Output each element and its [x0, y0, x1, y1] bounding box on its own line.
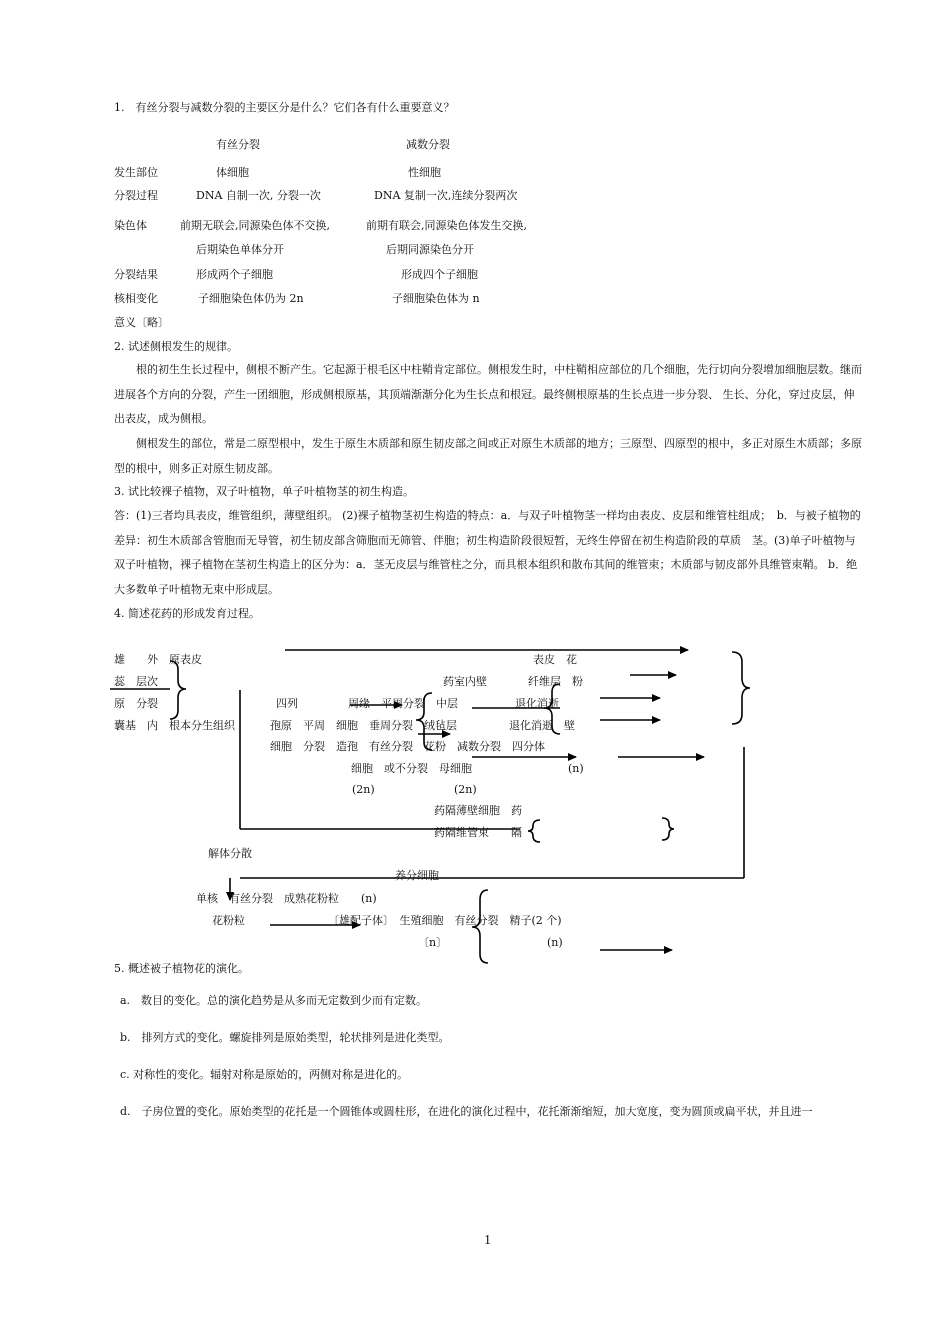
brace	[170, 661, 186, 719]
page-number: 1	[484, 1233, 491, 1248]
brace	[662, 818, 674, 840]
q2-paragraph-2-text: 侧根发生的部位，常是二原型根中，发生于原生木质部和原生韧皮部之间或正对原生木质部的地方；三原型、四原型的根中，多正对原生木质部；多原型的根中，则多正对原生韧皮部。	[114, 437, 862, 475]
q4-label: 解体分散	[208, 847, 252, 860]
q5-item: a. 数目的变化。总的演化趋势是从多而无定数到少而有定数。	[120, 994, 428, 1007]
q1-row-label: 发生部位	[114, 166, 158, 179]
q4-label: 药隔薄壁细胞 药	[434, 804, 522, 817]
q4-label: 孢原 平周 细胞 垂周分裂 绒毡层	[270, 719, 457, 732]
q4-label: (2n)	[352, 783, 375, 796]
q4-label: 退化消逝 壁	[509, 719, 575, 732]
q4-label: 药隔维管束 隔	[434, 826, 522, 839]
q4-label: 雄 外 原表皮	[114, 653, 202, 666]
q3-answer: 答：(1)三者均具表皮，维管组织，薄壁组织。 (2)裸子植物茎初生构造的特点：a．与双子叶植物茎一样均由表皮、皮层和维管柱组成； b．与被子植物的差异：初生木质部含管胞而无导管，初生韧皮部含筛胞而无筛管、伴胞；初生构造阶段很短暂，无终生停留在初生构造阶段的草质 茎。(3)单子叶植物与双子叶植物，裸子植物在茎初生构造上的区分为：a．茎无皮层与维管柱之分，而具根本组织和散布其间的维管束；木质部与韧皮部外具维管束鞘。 b．绝大多数单子叶植物无束中形成层。	[114, 509, 861, 596]
q4-label: 〔n〕	[418, 936, 448, 949]
q1-row-a: 后期染色单体分开	[196, 243, 284, 256]
q4-label: 囊基 内 根本分生组织	[114, 719, 235, 732]
q1-meaning: 意义〔略〕	[114, 316, 169, 329]
q1-col-meiosis: 减数分裂	[406, 138, 450, 151]
q1-row-a: 形成两个子细胞	[196, 268, 273, 281]
q1-row-b: 前期有联会,同源染色体发生交换,	[366, 219, 527, 232]
q4-label: 花粉粒	[212, 914, 245, 927]
q4-label: 细胞 分裂 造孢 有丝分裂 花粉 减数分裂 四分体	[270, 740, 545, 753]
q1-row-label: 染色体	[114, 219, 147, 232]
q1-row-b: 性细胞	[408, 166, 441, 179]
q1-row-label: 核相变化	[114, 292, 158, 305]
q1-row-a: 前期无联会,同源染色体不交换,	[180, 219, 330, 232]
q5-title: 5. 概述被子植物花的演化。	[114, 962, 249, 975]
q4-label: 细胞 或不分裂 母细胞	[351, 762, 472, 775]
q1-row-b: 后期同源染色分开	[386, 243, 474, 256]
q5-item: c. 对称性的变化。辐射对称是原始的，两侧对称是进化的。	[120, 1068, 409, 1081]
q4-label: 四列	[276, 697, 298, 710]
q4-label: 蕊 层次	[114, 675, 158, 688]
q3-title: 3. 试比较裸子植物，双子叶植物，单子叶植物茎的初生构造。	[114, 485, 414, 498]
q2-paragraph-1-text: 根的初生生长过程中，侧根不断产生。它起源于根毛区中柱鞘肯定部位。侧根发生时，中柱鞘相应部位的几个细胞，先行切向分裂增加细胞层数。继而进展各个方向的分裂，产生一团细胞，形成侧根原基，其顶端渐渐分化为生长点和根冠。最终侧根原基的生长点进一步分裂、 生长、分化，穿过皮层，伸出表皮，成为侧根。	[114, 363, 862, 425]
q4-label: 药室内壁	[443, 675, 487, 688]
q4-title: 4. 简述花药的形成发育过程。	[114, 607, 260, 620]
q4-label: 退化消逝	[515, 697, 559, 710]
q4-label: 周缘 平周分裂 中层	[348, 697, 458, 710]
q5-item: b. 排列方式的变化。螺旋排列是原始类型，轮状排列是进化类型。	[120, 1031, 450, 1044]
q2-title: 2. 试述侧根发生的规律。	[114, 340, 238, 353]
q4-label: (2n)	[454, 783, 477, 796]
q1-row-label: 分裂结果	[114, 268, 158, 281]
q4-label: 〔雄配子体〕 生殖细胞 有丝分裂 精子(2 个)	[328, 914, 562, 927]
q1-row-b: 子细胞染色体为 n	[392, 292, 480, 305]
q4-label: (n)	[547, 936, 563, 949]
q1-col-mitosis: 有丝分裂	[216, 138, 260, 151]
q1-row-label: 分裂过程	[114, 189, 158, 202]
q1-row-b: DNA 复制一次,连续分裂两次	[374, 189, 518, 202]
brace	[732, 652, 750, 724]
q1-row-a: 体细胞	[216, 166, 249, 179]
q4-label: 单核 有丝分裂 成熟花粉粒 (n)	[196, 892, 377, 905]
q1-row-a: DNA 自制一次, 分裂一次	[196, 189, 321, 202]
q5-item: d. 子房位置的变化。原始类型的花托是一个圆锥体或圆柱形，在进化的演化过程中，花托渐渐缩短，加大宽度，变为圆顶或扁平状，并且进一	[120, 1105, 813, 1118]
q4-label: 纤维层 粉	[528, 675, 583, 688]
brace	[528, 820, 540, 842]
q1-title: 1. 有丝分裂与减数分裂的主要区分是什么？它们各有什么重要意义？	[114, 101, 455, 114]
q4-label: 养分细胞	[395, 869, 439, 882]
q1-row-a: 子细胞染色体仍为 2n	[198, 292, 304, 305]
q4-label: 原 分裂	[114, 697, 158, 710]
q4-label: 表皮 花	[533, 653, 577, 666]
q4-label: (n)	[568, 762, 584, 775]
q1-row-b: 形成四个子细胞	[401, 268, 478, 281]
